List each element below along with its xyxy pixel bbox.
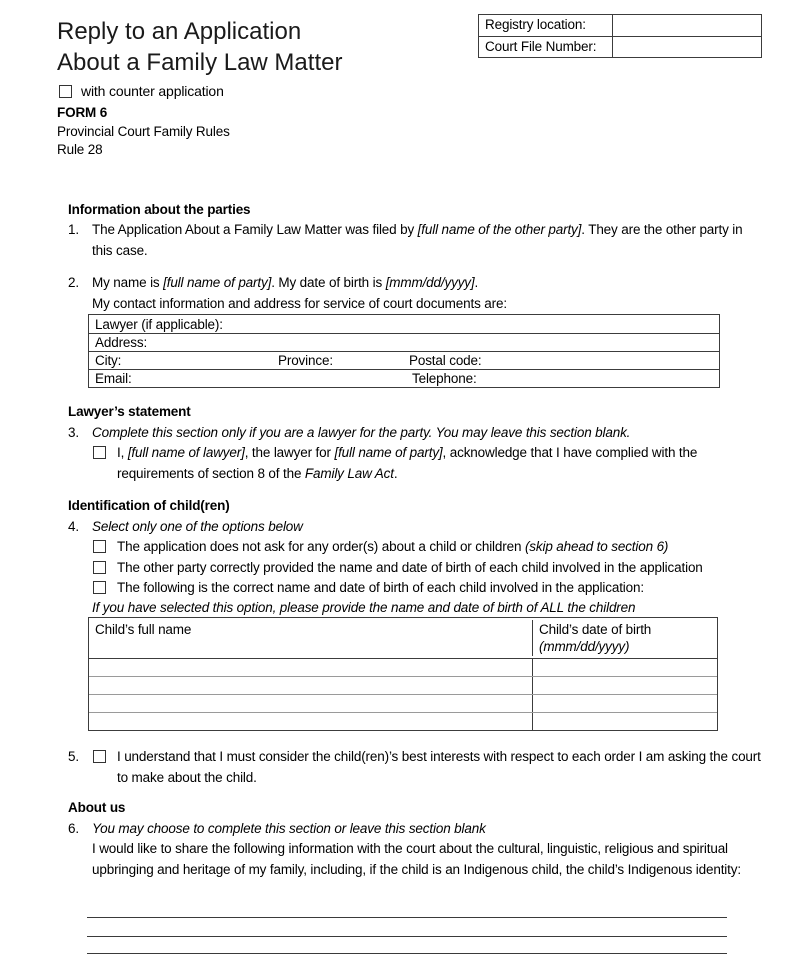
postal-code-input[interactable]: [482, 352, 720, 369]
form-title-line1: Reply to an Application: [57, 18, 302, 45]
child-dob-header-title: Child’s date of birth: [539, 622, 652, 637]
contact-row-lawyer: [89, 315, 719, 333]
province-input[interactable]: [333, 352, 409, 369]
item-2-number: 2.: [68, 275, 79, 290]
registry-location-input[interactable]: [613, 15, 761, 36]
telephone-label: Telephone:: [412, 371, 477, 386]
child-name-cell[interactable]: [89, 659, 533, 676]
item-1-number: 1.: [68, 222, 79, 237]
lawyer-acknowledgement-row: [93, 443, 775, 484]
section-heading-parties: Information about the parties: [68, 201, 251, 217]
postal-code-label: Postal code:: [409, 353, 482, 368]
child-name-header: Child’s full name: [89, 620, 533, 656]
email-label: Email:: [95, 371, 132, 386]
best-interests-checkbox[interactable]: [93, 750, 106, 763]
counter-application-label: with counter application: [81, 83, 224, 99]
about-us-writing-line[interactable]: [87, 953, 727, 954]
counter-application-row: [59, 82, 800, 101]
court-rules-label: Provincial Court Family Rules: [57, 123, 230, 139]
child-dob-header-format: (mmm/dd/yyyy): [539, 639, 630, 654]
child-dob-cell[interactable]: [533, 695, 717, 712]
best-interests-text: I understand that I must consider the child(ren)’s best interests with respect to each order I am asking the court to make about the child.: [117, 749, 761, 785]
address-input[interactable]: [147, 334, 719, 351]
item-4-instruction: Select only one of the options below: [92, 518, 303, 534]
lawyer-acknowledgement-text: I, [full name of lawyer], the lawyer for [full name of party], acknowledge that I have complied with the requirements of section 8 of the Family Law Act.: [117, 445, 698, 481]
child-name-cell[interactable]: [89, 695, 533, 712]
option-other-party-correct-checkbox[interactable]: [93, 561, 106, 574]
section-heading-children: Identification of child(ren): [68, 498, 230, 513]
item-1-text: The Application About a Family Law Matter was filed by [full name of the other party]. They are the other party in this case.: [92, 222, 743, 258]
contact-row-city: [89, 351, 719, 369]
form-title-line2: About a Family Law Matter: [57, 49, 343, 76]
item-4-number: 4.: [68, 518, 79, 534]
court-file-number-input[interactable]: [613, 37, 761, 57]
item-6: [68, 819, 775, 881]
item-2-contact-intro: My contact information and address for service of court documents are:: [92, 295, 507, 311]
city-label: City:: [95, 353, 122, 368]
option-correct-names-label: The following is the correct name and date of birth of each child involved in the application:: [117, 580, 644, 595]
form-meta: [57, 104, 800, 160]
about-us-writing-line[interactable]: [87, 936, 727, 937]
item-6-instruction: You may choose to complete this section or leave this section blank: [92, 820, 486, 836]
form-number: FORM 6: [57, 105, 108, 120]
registry-box: [478, 14, 762, 58]
lawyer-input[interactable]: [223, 315, 719, 333]
child-dob-cell[interactable]: [533, 713, 717, 730]
children-table-rows: [89, 658, 717, 730]
form-body: [68, 200, 775, 881]
item-5-body: [92, 747, 775, 788]
child-dob-cell[interactable]: [533, 677, 717, 694]
registry-location-label: Registry location:: [479, 15, 613, 36]
children-table-note: If you have selected this option, please provide the name and date of birth of ALL the children: [92, 599, 636, 615]
item-2-name-dob: My name is [full name of party]. My date of birth is [mmm/dd/yyyy].: [92, 275, 479, 290]
child-table-row: [89, 694, 717, 712]
children-table-header: [89, 618, 717, 658]
lawyer-label: Lawyer (if applicable):: [95, 316, 223, 332]
contact-table: [88, 314, 720, 388]
item-1: [68, 220, 775, 261]
option-no-child-orders-label: The application does not ask for any order(s) about a child or children (skip ahead to section 6): [117, 539, 669, 554]
item-4: [68, 517, 775, 618]
about-us-writing-line[interactable]: [87, 917, 727, 918]
option-no-child-orders-row: [93, 537, 775, 558]
child-table-row: [89, 712, 717, 730]
counter-application-checkbox[interactable]: [59, 85, 72, 98]
item-2: [68, 273, 775, 314]
province-label: Province:: [278, 353, 333, 368]
email-input[interactable]: [132, 370, 412, 387]
lawyer-acknowledgement-checkbox[interactable]: [93, 446, 106, 459]
contact-row-email: [89, 369, 719, 387]
address-label: Address:: [95, 335, 148, 350]
court-file-number-row: [479, 36, 761, 57]
child-table-row: [89, 676, 717, 694]
rule-label: Rule 28: [57, 142, 103, 157]
item-5: [68, 747, 775, 788]
option-correct-names-checkbox[interactable]: [93, 581, 106, 594]
best-interests-row: [93, 747, 775, 788]
city-input[interactable]: [121, 352, 278, 369]
option-no-child-orders-checkbox[interactable]: [93, 540, 106, 553]
item-5-number: 5.: [68, 749, 79, 764]
registry-location-row: [479, 15, 761, 36]
option-other-party-correct-row: [93, 558, 775, 579]
item-2-body: [92, 273, 775, 314]
section-heading-lawyer: Lawyer’s statement: [68, 404, 191, 419]
item-4-body: [92, 517, 775, 618]
item-6-number: 6.: [68, 820, 79, 836]
item-3-body: [92, 423, 775, 485]
children-table: [88, 617, 718, 731]
option-correct-names-row: [93, 578, 775, 599]
item-3-instruction: Complete this section only if you are a lawyer for the party. You may leave this section blank.: [92, 424, 631, 440]
telephone-input[interactable]: [477, 370, 719, 387]
contact-row-address: [89, 333, 719, 351]
option-other-party-correct-label: The other party correctly provided the name and date of birth of each child involved in the application: [117, 559, 703, 575]
child-dob-cell[interactable]: [533, 659, 717, 676]
item-3: [68, 423, 775, 485]
item-6-body: [92, 819, 775, 881]
child-name-cell[interactable]: [89, 713, 533, 730]
section-heading-about-us: About us: [68, 800, 126, 815]
item-6-text: I would like to share the following information with the court about the cultural, linguistic, religious and spiritual upbringing and heritage of my family, including, if the child is an Indigenous child, the child’s Indigenous identity:: [92, 841, 741, 877]
child-name-cell[interactable]: [89, 677, 533, 694]
item-3-number: 3.: [68, 424, 79, 440]
child-table-row: [89, 658, 717, 676]
court-file-number-label: Court File Number:: [479, 37, 613, 57]
child-dob-header: [533, 620, 717, 656]
